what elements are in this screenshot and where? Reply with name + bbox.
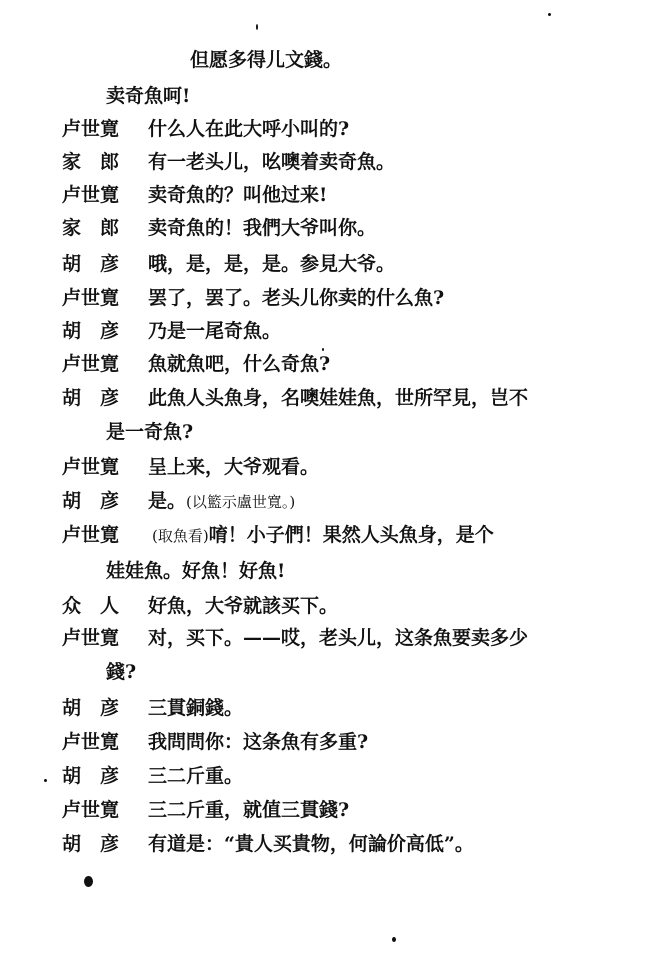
dialogue-line bbox=[0, 622, 672, 655]
speaker-name: 卢世寛 bbox=[62, 627, 120, 649]
dialogue-line bbox=[0, 451, 672, 484]
speech-text: 对，买下。——哎，老头儿，这条魚要卖多少 bbox=[148, 627, 529, 649]
scan-speck bbox=[256, 24, 258, 30]
dialogue-line bbox=[0, 348, 672, 381]
dialogue-line bbox=[0, 692, 672, 725]
dialogue-line bbox=[0, 590, 672, 623]
speech-text: 罢了，罢了。老头儿你卖的什么魚? bbox=[148, 287, 445, 309]
dialogue-line bbox=[0, 282, 672, 315]
intro-line bbox=[0, 80, 672, 113]
speaker-name: 卢世寛 bbox=[62, 118, 120, 140]
dialogue-line bbox=[0, 519, 672, 552]
continuation-text: 娃娃魚。好魚！好魚! bbox=[106, 560, 286, 582]
speaker-name: 胡 彦 bbox=[62, 253, 120, 275]
dialogue-line bbox=[0, 382, 672, 415]
scan-speck bbox=[322, 348, 324, 351]
speech-text bbox=[152, 519, 494, 553]
speech-text: 有道是：“貴人买貴物，何論价高低”。 bbox=[148, 833, 474, 855]
speech-text: 卖奇魚的？叫他过来! bbox=[148, 184, 328, 206]
scan-speck bbox=[44, 779, 47, 782]
dialogue-line bbox=[0, 828, 672, 861]
speaker-name: 卢世寛 bbox=[62, 456, 120, 478]
speech-text: 三二斤重，就值三貫錢? bbox=[148, 799, 350, 821]
speaker-name: 胡 彦 bbox=[62, 320, 120, 342]
speaker-name: 家 郎 bbox=[62, 151, 120, 173]
dialogue-line bbox=[0, 315, 672, 348]
speech-text: 魚就魚吧，什么奇魚? bbox=[148, 353, 331, 375]
speech-text: 此魚人头魚身，名噢娃娃魚，世所罕見，岂不 bbox=[148, 387, 529, 409]
dialogue-line bbox=[0, 485, 672, 518]
scan-speck bbox=[548, 13, 551, 16]
speech-text bbox=[148, 485, 295, 519]
speaker-name: 卢世寛 bbox=[62, 353, 120, 375]
dialogue-line bbox=[0, 248, 672, 281]
speech-main: 唷！小子們！果然人头魚身，是个 bbox=[208, 524, 494, 546]
dialogue-line bbox=[0, 212, 672, 245]
speaker-name: 胡 彦 bbox=[62, 765, 120, 787]
speaker-name: 众 人 bbox=[62, 595, 120, 617]
continuation-line bbox=[0, 416, 672, 449]
dialogue-line bbox=[0, 146, 672, 179]
dialogue-line bbox=[0, 179, 672, 212]
speech-text: 三貫銅錢。 bbox=[148, 697, 244, 719]
scan-speck bbox=[392, 937, 396, 942]
dialogue-line bbox=[0, 113, 672, 146]
dialogue-line bbox=[0, 726, 672, 759]
dialogue-line bbox=[0, 760, 672, 793]
speech-text: 我問問你：这条魚有多重? bbox=[148, 731, 369, 753]
speaker-name: 胡 彦 bbox=[62, 490, 120, 512]
speaker-name: 卢世寛 bbox=[62, 184, 120, 206]
speech-text: 有一老头儿，吆噢着卖奇魚。 bbox=[148, 151, 396, 173]
speech-text: 什么人在此大呼小叫的? bbox=[148, 118, 350, 140]
stage-direction: (以籃示盧世寬。) bbox=[186, 493, 296, 511]
top-line bbox=[0, 44, 672, 77]
speaker-name: 胡 彦 bbox=[62, 833, 120, 855]
speech-text: 乃是一尾奇魚。 bbox=[148, 320, 282, 342]
ink-blot bbox=[84, 876, 93, 887]
speech-text: 哦，是，是，是。参見大爷。 bbox=[148, 253, 396, 275]
speaker-name: 卢世寛 bbox=[62, 524, 120, 546]
speech-text: 呈上来，大爷观看。 bbox=[148, 456, 320, 478]
speaker-name: 卢世寛 bbox=[62, 731, 120, 753]
top-line-text: 但愿多得儿文錢。 bbox=[190, 49, 343, 71]
speech-text: 好魚，大爷就該买下。 bbox=[148, 595, 339, 617]
speaker-name: 卢世寛 bbox=[62, 799, 120, 821]
dialogue-line bbox=[0, 794, 672, 827]
continuation-text: 是一奇魚? bbox=[106, 421, 194, 443]
continuation-line bbox=[0, 656, 672, 689]
speech-text: 三二斤重。 bbox=[148, 765, 244, 787]
speaker-name: 家 郎 bbox=[62, 217, 120, 239]
speech-main: 是。 bbox=[148, 490, 187, 512]
continuation-line bbox=[0, 555, 672, 588]
speaker-name: 胡 彦 bbox=[62, 387, 120, 409]
speaker-name: 卢世寛 bbox=[62, 287, 120, 309]
speaker-name: 胡 彦 bbox=[62, 697, 120, 719]
stage-direction: (取魚看) bbox=[152, 527, 209, 545]
continuation-text: 錢? bbox=[106, 661, 137, 683]
intro-line-text: 卖奇魚呵! bbox=[106, 85, 191, 107]
speech-text: 卖奇魚的！我們大爷叫你。 bbox=[148, 217, 377, 239]
